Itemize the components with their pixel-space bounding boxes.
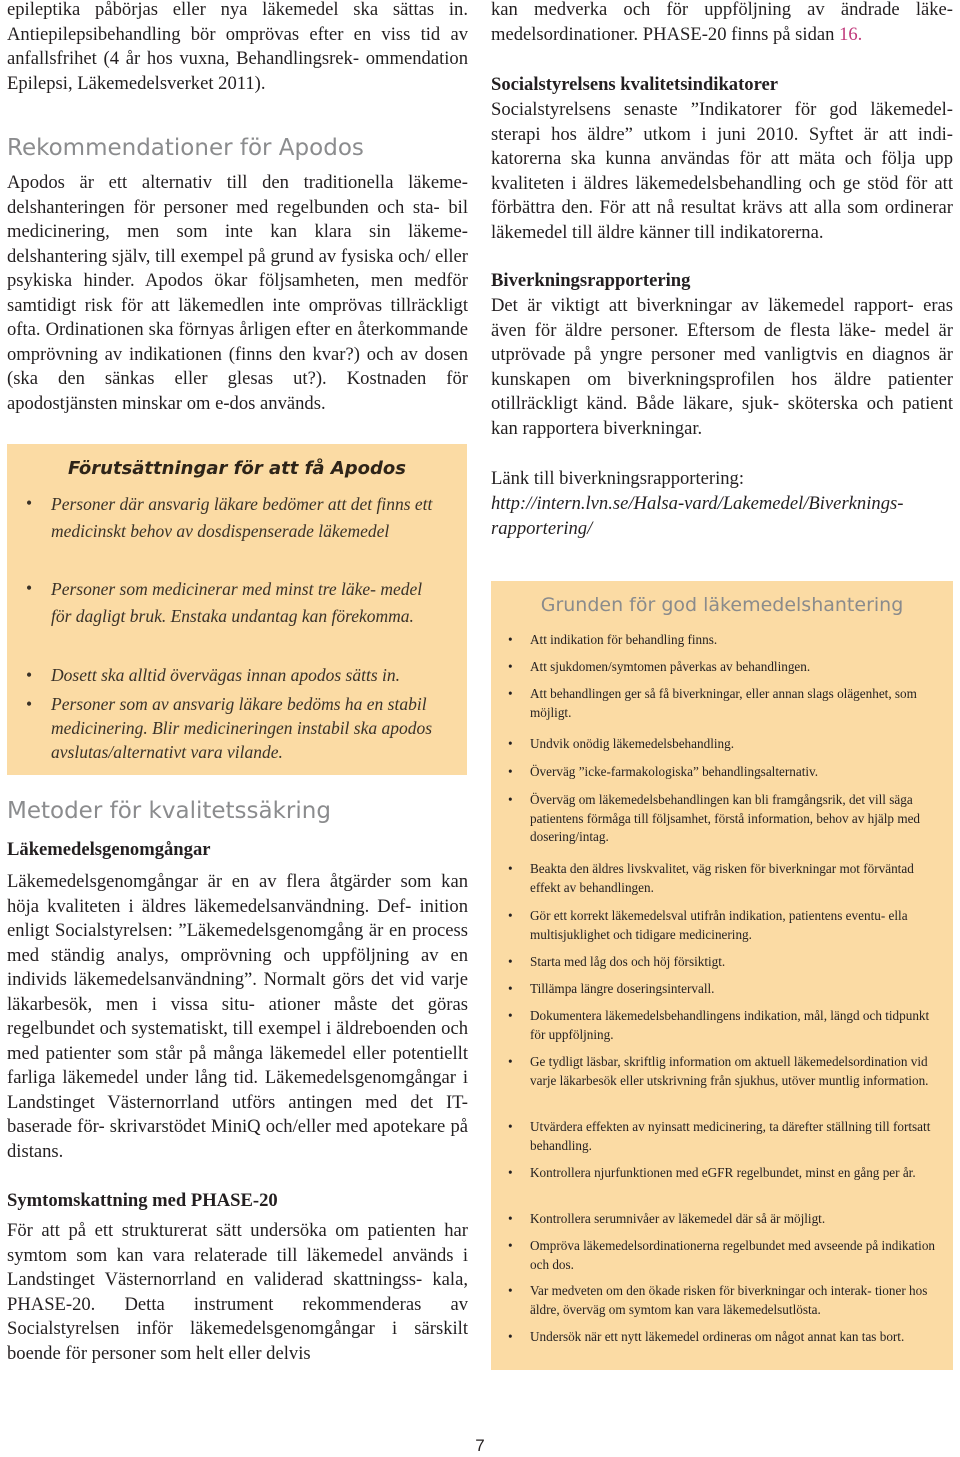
apodos-requirements-title: Förutsättningar för att få Apodos <box>68 458 406 479</box>
bullet-icon: • <box>508 1283 513 1298</box>
list-item-text: Att behandlingen ger så få biverkningar, eller annan slags olägenhet, som möjligt. <box>530 686 917 720</box>
list-item-text: Kontrollera serumnivåer av läkemedel där så är möjligt. <box>530 1211 826 1226</box>
list-item-text: Tillämpa längre doseringsintervall. <box>530 981 715 996</box>
phase-paragraph: För att på ett strukturerat sätt undersöka om patienten har symtom som kan vara relaterade till läkemedel används i Landstinget Västernorrland en validerad skattningss- kala, PHASE-20. Detta instrument rekommenderas av Socialstyrelsen inför läkemedelsgenomgångar i särskilt boende för personer som helt eller delvis <box>7 1220 468 1364</box>
bullet-icon: • <box>508 792 513 807</box>
apodos-heading: Rekommendationer för Apodos <box>7 135 364 161</box>
biverkningar-paragraph: Det är viktigt att biverkningar av läkemedel rapport- eras även för äldre personer. Eftersom de flesta läke- medel är utprövade på yngre personer med vanligtvis en diagnos är kunskapen om biverkningsprofilen hos äldre patienter otillräckligt känd. Både läkare, sjuk- sköterska och patient kan rapportera biverkningar. <box>491 295 953 439</box>
bullet-icon: • <box>508 1008 513 1023</box>
bullet-icon: • <box>508 1165 513 1180</box>
bullet-icon: • <box>508 736 513 751</box>
list-item-text: Överväg om läkemedelsbehandlingen kan bli framgångsrik, det vill säga patientens förmåga till följsamhet, förstå information, behov av hjälp med dosering/intag. <box>530 792 921 845</box>
list-item-text: Ge tydligt läsbar, skriftlig information om aktuell läkemedelsordination vid varje läkarbesök eller utskrivning från sjukhus, utöver muntlig information. <box>530 1054 929 1088</box>
kvalitetsindikatorer-heading: Socialstyrelsens kvalitetsindikatorer <box>491 74 778 95</box>
bullet-icon: • <box>508 632 513 647</box>
phase-heading: Symtomskattning med PHASE-20 <box>7 1190 278 1211</box>
continued-paragraph <box>491 0 953 47</box>
list-item-text: Dosett ska alltid övervägas innan apodos sätts in. <box>51 665 401 685</box>
bullet-icon: • <box>508 686 513 701</box>
bullet-icon: • <box>26 694 33 714</box>
bullet-icon: • <box>508 1119 513 1134</box>
bullet-icon: • <box>508 1054 513 1069</box>
link-label: Länk till biverkningsrapportering: <box>491 468 745 489</box>
intro-paragraph: epileptika påbörjas eller nya läkemedel ska sättas in. Antiepilepsibehandling bör omprövas efter en viss tid av anfallsfrihet (4 år hos vuxna, Behandlingsrek- ommendation Epilepsi, Läkemedelsverket 2011). <box>7 0 468 94</box>
bullet-icon: • <box>26 578 33 598</box>
metoder-heading: Metoder för kvalitetssäkring <box>7 798 331 824</box>
page-number: 7 <box>475 1436 485 1455</box>
list-item-text: Ompröva läkemedelsordinationerna regelbundet med avseende på indikation och dos. <box>530 1238 936 1272</box>
continued-text: kan medverka och för uppföljning av ändrade läke- medelsordinationer. PHASE-20 finns på sidan <box>491 0 953 45</box>
list-item-text: Att sjukdomen/symtomen påverkas av behandlingen. <box>530 659 811 674</box>
bullet-icon: • <box>508 1211 513 1226</box>
genomgangar-paragraph: Läkemedelsgenomgångar är en av flera åtgärder som kan höja kvaliteten i äldres läkemedelsanvändning. Def- inition enligt Socialstyrelsen: ”Läkemedelsgenomgång är en process med ständig analys, omprövning och uppföljning av en individs läkemedelsanvändning”. Normalt görs det vid varje läkarbesök, men i vissa situ- ationer måste det göras regelbundet och systematiskt, till exempel i äldreboenden och med patienter som står på många läkemedel eller potentiellt farliga läkemedel under lång tid. Läkemedelsgenomgångar i Landstinget Västernorrland utförs antingen med det IT-baserade för- skrivarstödet MiniQ och/eller med apotekare på distans. <box>7 871 468 1162</box>
list-item-text: Beakta den äldres livskvalitet, väg risken för biverkningar mot förväntad effekt av behandlingen. <box>530 861 914 895</box>
list-item-text: Att indikation för behandling finns. <box>530 632 718 647</box>
bullet-icon: • <box>508 861 513 876</box>
list-item-text: Gör ett korrekt läkemedelsval utifrån indikation, patientens eventu- ella multisjuklighet och tidigare medicinering. <box>530 908 908 942</box>
bullet-icon: • <box>508 954 513 969</box>
list-item-text: Dokumentera läkemedelsbehandlingens indikation, mål, längd och tidpunkt för uppföljning. <box>530 1008 930 1042</box>
bullet-icon: • <box>508 908 513 923</box>
bullet-icon: • <box>26 665 33 685</box>
biverkningar-link[interactable]: http://intern.lvn.se/Halsa-vard/Lakemedel/Biverknings- rapportering/ <box>491 493 904 539</box>
bullet-icon: • <box>508 1238 513 1253</box>
apodos-requirements-box <box>7 444 467 775</box>
biverkningar-heading: Biverkningsrapportering <box>491 270 691 291</box>
good-medication-box <box>491 581 953 1370</box>
list-item-text: Personer som av ansvarig läkare bedöms ha en stabil medicinering. Blir medicineringen instabil ska apodos avslutas/alternativt vara vilande. <box>51 694 433 762</box>
kvalitetsindikatorer-paragraph: Socialstyrelsens senaste ”Indikatorer för god läkemedel- sterapi hos äldre” utkom i juni 2010. Syftet är att indi- katorerna ska kunna användas för att mäta och följa upp kvaliteten i äldres läkemedelsbehandling och ge stöd för att förbättra den. För att nå resultat krävs att alla som ordinerar läkemedel till äldre känner till indikatorerna. <box>491 99 953 243</box>
list-item-text: Var medveten om den ökade risken för biverkningar och interak- tioner hos äldre, överväg om symtom kan vara läkemedelsutlösta. <box>530 1283 928 1317</box>
list-item-text: Kontrollera njurfunktionen med eGFR regelbundet, minst en gång per år. <box>530 1165 916 1180</box>
list-item-text: Undvik onödig läkemedelsbehandling. <box>530 736 735 751</box>
list-item-text: Undersök när ett nytt läkemedel ordineras om något annat kan tas bort. <box>530 1329 905 1344</box>
good-medication-title: Grunden för god läkemedelshantering <box>540 594 904 616</box>
genomgangar-heading: Läkemedelsgenomgångar <box>7 839 211 860</box>
list-item-text: Personer där ansvarig läkare bedömer att det finns ett medicinskt behov av dosdispenserade läkemedel <box>51 494 433 541</box>
bullet-icon: • <box>508 764 513 779</box>
list-item-text: Starta med låg dos och höj försiktigt. <box>530 954 726 969</box>
list-item-text: Utvärdera effekten av nyinsatt medicinering, ta därefter ställning till fortsatt behandling. <box>530 1119 931 1153</box>
bullet-icon: • <box>508 981 513 996</box>
page-reference-link[interactable]: 16. <box>839 23 863 45</box>
list-item-text: Personer som medicinerar med minst tre läke- medel för dagligt bruk. Enstaka undantag kan förekomma. <box>51 579 423 626</box>
list-item-text: Överväg ”icke-farmakologiska” behandlingsalternativ. <box>530 764 819 779</box>
apodos-paragraph: Apodos är ett alternativ till den traditionella läkeme- delshanteringen för personer med regelbunden och sta- bil medicinering, men som inte kan klara sin läkeme- delshantering själv, till exempel på grund av fysiska och/ eller psykiska hinder. Apodos ökar följsamheten, men medför samtidigt risk för att läkemedlen inte omprövas tillräckligt ofta. Ordinationen ska förnyas årligen efter en återkommande omprövning av indikationen (finns den kvar?) och av dosen (ska den sänkas eller glesas ut?). Kostnaden för apodostjänsten minskar om e-dos används. <box>7 172 468 414</box>
bullet-icon: • <box>508 659 513 674</box>
bullet-icon: • <box>508 1329 513 1344</box>
bullet-icon: • <box>26 493 33 513</box>
